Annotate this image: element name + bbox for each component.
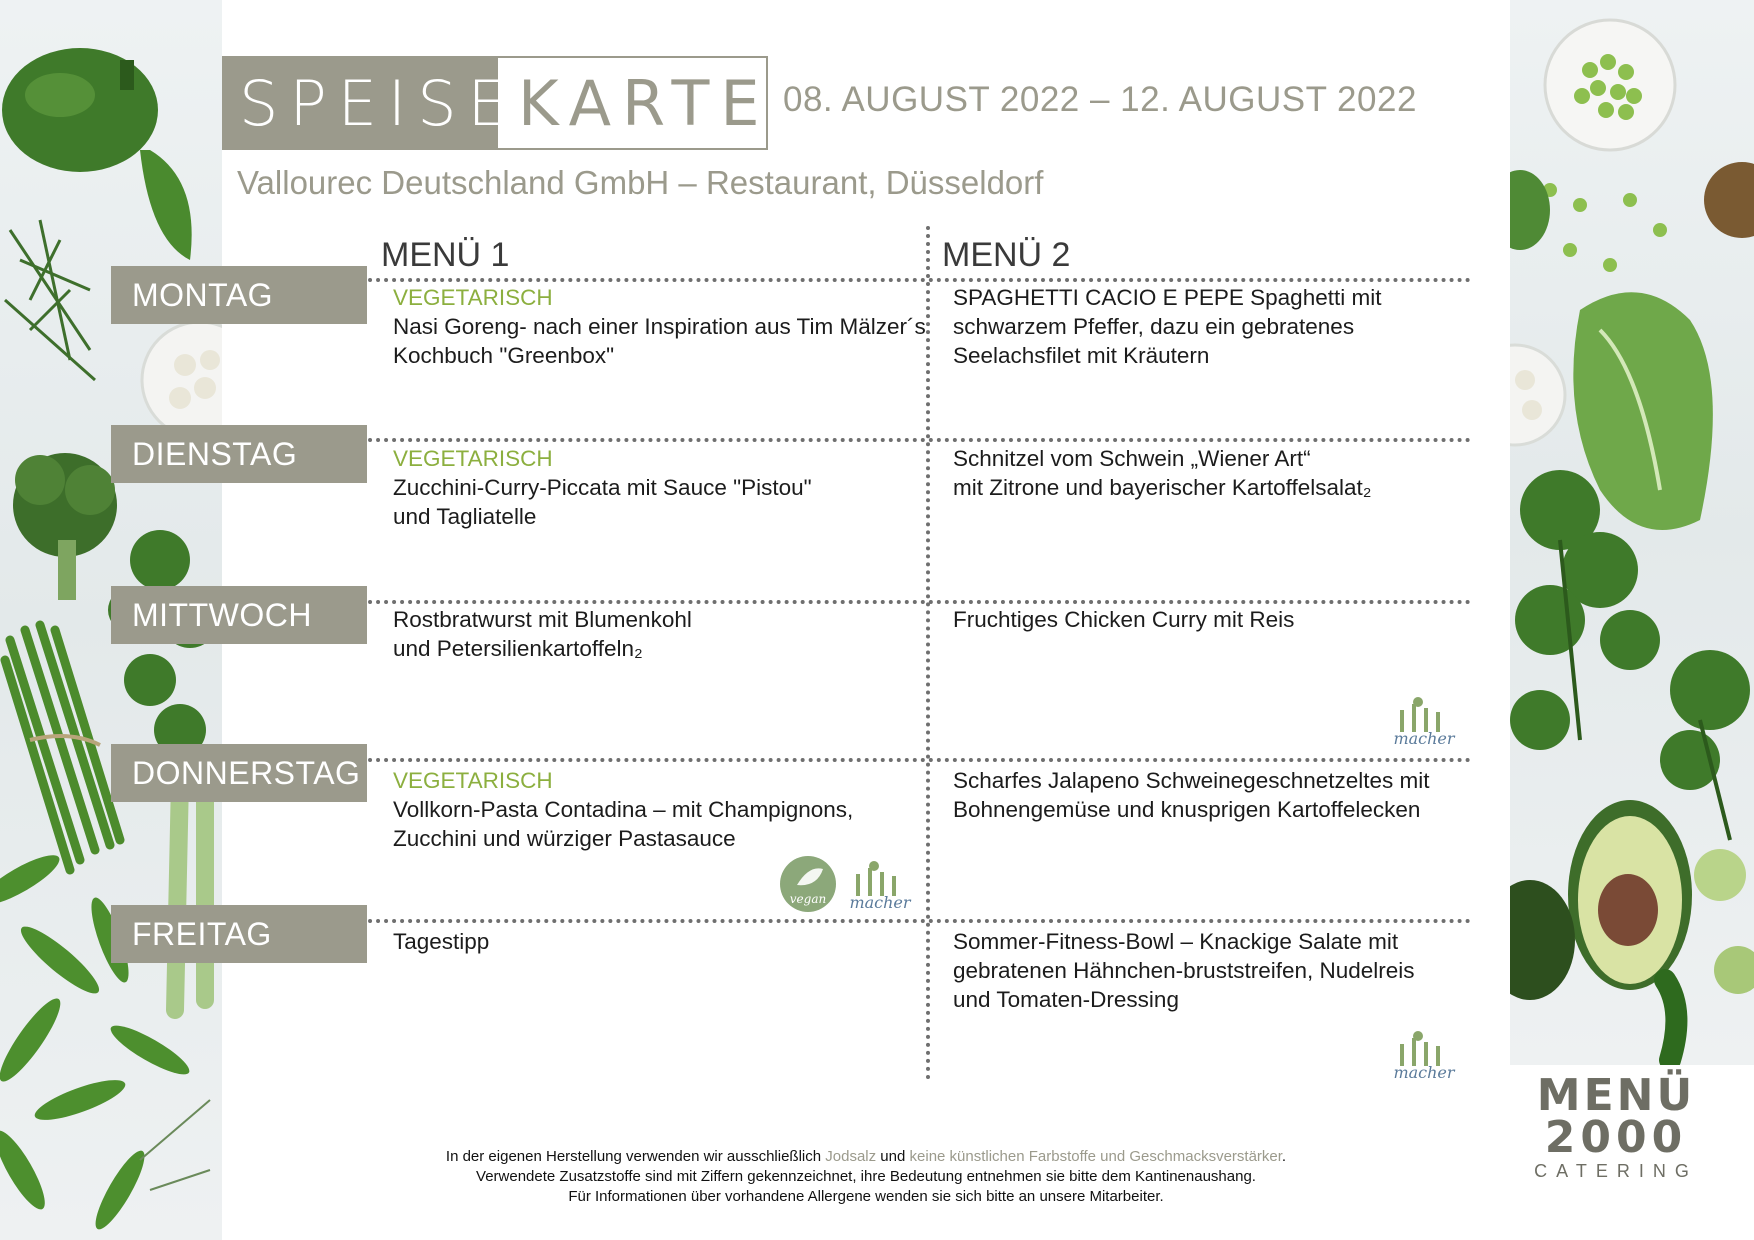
fitmacher-icon (844, 856, 916, 912)
meal-monday-menu1 (393, 283, 926, 370)
footnote (222, 1147, 1510, 1207)
meal-tuesday-menu2 (953, 444, 1372, 502)
row-divider (336, 600, 1471, 604)
date-range: 08. AUGUST 2022 – 12. AUGUST 2022 (783, 80, 1417, 119)
meal-text: Nasi Goreng- nach einer Inspiration aus Tim Mälzer´s Kochbuch "Greenbox" (393, 314, 926, 368)
menu2000-logo: MENÜ 2000 CATERING (1534, 1070, 1698, 1181)
meal-friday-menu2 (953, 927, 1415, 1014)
meal-text: Tagestipp (393, 929, 490, 954)
menu1-heading: MENÜ 1 (381, 236, 510, 274)
row-divider (336, 758, 1471, 762)
meal-text: Rostbratwurst mit Blumenkohl und Petersilienkartoffeln₂ (393, 607, 692, 661)
fitmacher-badge (1388, 692, 1460, 753)
vegetarian-tag: VEGETARISCH (393, 285, 553, 310)
fitmacher-icon (1388, 1026, 1460, 1082)
vegetarian-tag: VEGETARISCH (393, 768, 553, 793)
meal-wednesday-menu1 (393, 605, 692, 663)
title-speise: SPEISE (224, 58, 498, 148)
footnote-line-3: Für Informationen über vorhandene Allergene wenden sie sich bitte an unsere Mitarbeiter. (568, 1188, 1164, 1205)
meal-text: Scharfes Jalapeno Schweinegeschnetzeltes mit Bohnengemüse und knusprigen Kartoffelecken (953, 768, 1430, 822)
footnote-line-2: Verwendete Zusatzstoffe sind mit Ziffern gekennzeichnet, ihre Bedeutung entnehmen sie bitte dem Kantinenaushang. (476, 1168, 1256, 1185)
meal-text: Vollkorn-Pasta Contadina – mit Champignons, Zucchini und würziger Pastasauce (393, 797, 854, 851)
meal-text: Fruchtiges Chicken Curry mit Reis (953, 607, 1295, 632)
row-divider (336, 919, 1471, 923)
meal-friday-menu1 (393, 927, 489, 956)
title-karte: KARTE (518, 66, 771, 140)
svg-text:macher: macher (849, 893, 911, 912)
day-label-donnerstag: DONNERSTAG (111, 744, 367, 802)
fitmacher-badge (844, 856, 916, 917)
meal-wednesday-menu2 (953, 605, 1294, 634)
svg-text:macher: macher (1393, 1063, 1455, 1082)
day-label-freitag: FREITAG (111, 905, 367, 963)
svg-text:vegan: vegan (789, 892, 827, 906)
meal-text: Sommer-Fitness-Bowl – Knackige Salate mit gebratenen Hähnchen-bruststreifen, Nudelreis und Tomaten-Dressing (953, 929, 1415, 1012)
menu2-heading: MENÜ 2 (942, 236, 1071, 274)
fitmacher-icon (1388, 692, 1460, 748)
meal-thursday-menu2 (953, 766, 1430, 824)
right-vegetable-photo (1510, 0, 1754, 1065)
restaurant-subtitle: Vallourec Deutschland GmbH – Restaurant, Düsseldorf (237, 164, 1044, 201)
vegan-icon (779, 855, 837, 913)
fitmacher-badge (1388, 1026, 1460, 1087)
column-divider (926, 226, 930, 1080)
vegan-badge (779, 855, 837, 918)
title-box (222, 56, 771, 150)
day-label-montag: MONTAG (111, 266, 367, 324)
meal-text: Schnitzel vom Schwein „Wiener Art“ mit Zitrone und bayerischer Kartoffelsalat₂ (953, 446, 1372, 500)
row-divider (336, 438, 1471, 442)
row-divider (336, 278, 1471, 282)
footnote-line-1: In der eigenen Herstellung verwenden wir ausschließlich Jodsalz und keine künstlichen Farbstoffe und Geschmacksverstärker. (445, 1148, 1287, 1165)
svg-text:macher: macher (1393, 729, 1455, 748)
meal-monday-menu2 (953, 283, 1381, 370)
day-label-mittwoch: MITTWOCH (111, 586, 367, 644)
day-label-dienstag: DIENSTAG (111, 425, 367, 483)
vegetarian-tag: VEGETARISCH (393, 446, 553, 471)
meal-text: SPAGHETTI CACIO E PEPE Spaghetti mit schwarzem Pfeffer, dazu ein gebratenes Seelachsfilet mit Kräutern (953, 285, 1382, 368)
meal-text: Zucchini-Curry-Piccata mit Sauce "Pistou" und Tagliatelle (393, 475, 812, 529)
meal-thursday-menu1 (393, 766, 853, 853)
meal-tuesday-menu1 (393, 444, 812, 531)
